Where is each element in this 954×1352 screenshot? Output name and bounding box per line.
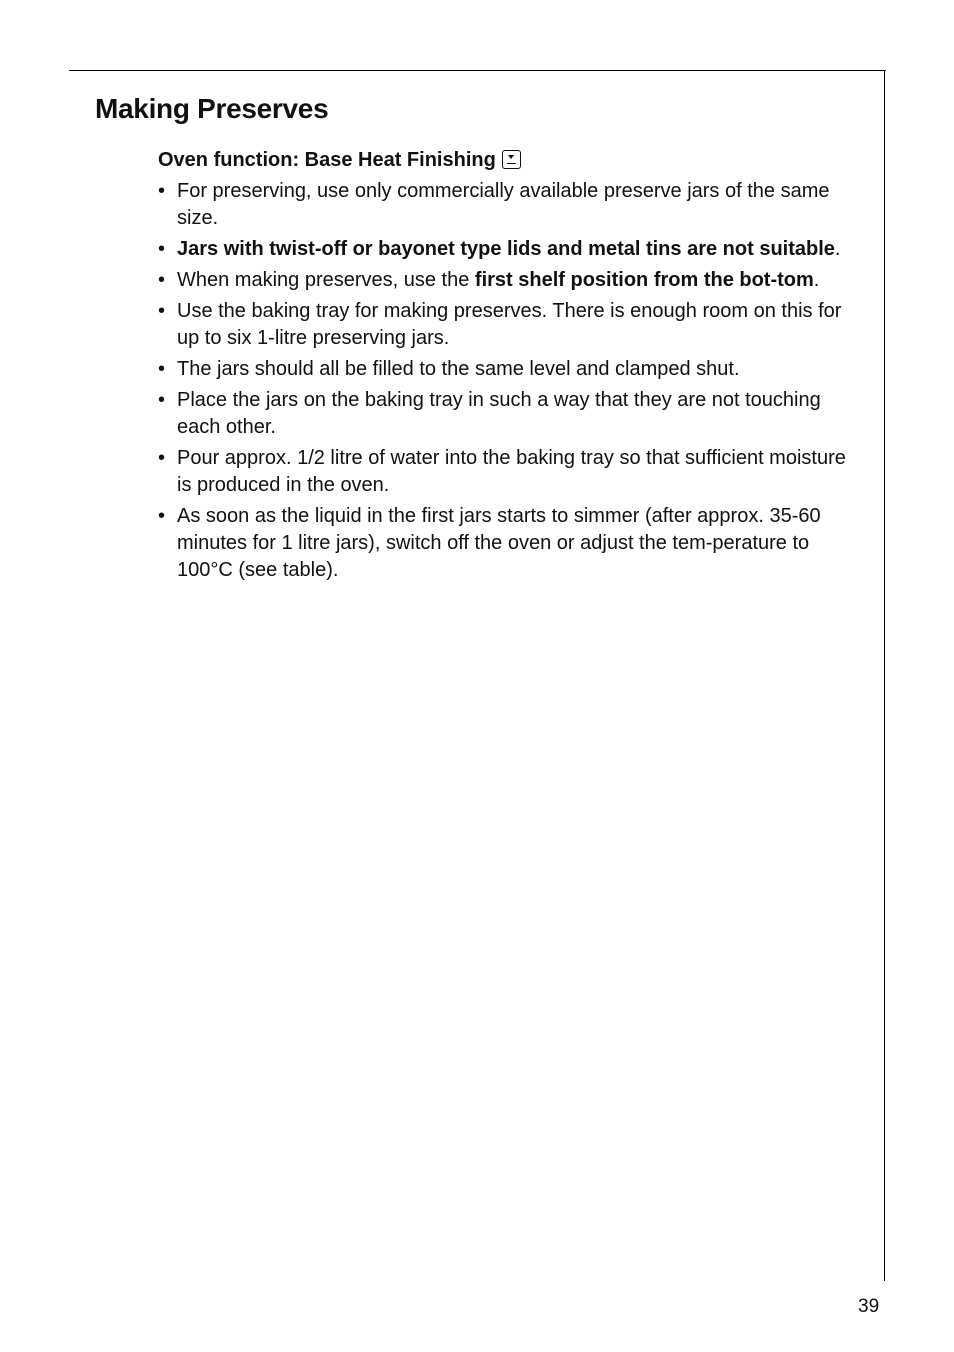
item-bold-text: Jars with twist-off or bayonet type lids and metal tins are not suitable xyxy=(177,238,835,260)
base-heat-finishing-icon xyxy=(502,150,521,169)
top-rule xyxy=(69,70,886,71)
section-heading-text: Oven function: Base Heat Finishing xyxy=(158,149,496,171)
item-text: Use the baking tray for making preserves. There is enough room on this for up to six 1-litre preserving jars. xyxy=(177,300,842,349)
item-text: Pour approx. 1/2 litre of water into the baking tray so that sufficient moisture is produced in the oven. xyxy=(177,447,846,496)
item-text: . xyxy=(834,238,841,260)
list-item xyxy=(158,503,863,584)
item-text: . xyxy=(813,269,820,291)
item-text: The jars should all be filled to the same level and clamped shut. xyxy=(177,358,740,380)
list-item xyxy=(158,445,863,499)
section-heading xyxy=(158,146,863,174)
item-text: Place the jars on the baking tray in such a way that they are not touching each other. xyxy=(177,389,821,438)
item-text: As soon as the liquid in the first jars starts to simmer (after approx. 35-60 minutes for 1 litre jars), switch off the oven or adjust the tem-perature to 100°C (see table). xyxy=(177,505,821,581)
page-number: 39 xyxy=(858,1296,880,1317)
list-item xyxy=(158,236,863,263)
item-text: When making preserves, use the xyxy=(177,269,475,291)
list-item xyxy=(158,387,863,441)
instruction-list xyxy=(158,178,863,584)
content xyxy=(158,146,863,588)
item-bold-text: first shelf position from the bot-tom xyxy=(474,269,814,291)
list-item xyxy=(158,178,863,232)
side-rule xyxy=(884,70,885,1281)
list-item xyxy=(158,356,863,383)
page-title: Making Preserves xyxy=(95,93,329,124)
item-text: For preserving, use only commercially available preserve jars of the same size. xyxy=(177,180,830,229)
list-item xyxy=(158,298,863,352)
list-item xyxy=(158,267,863,294)
